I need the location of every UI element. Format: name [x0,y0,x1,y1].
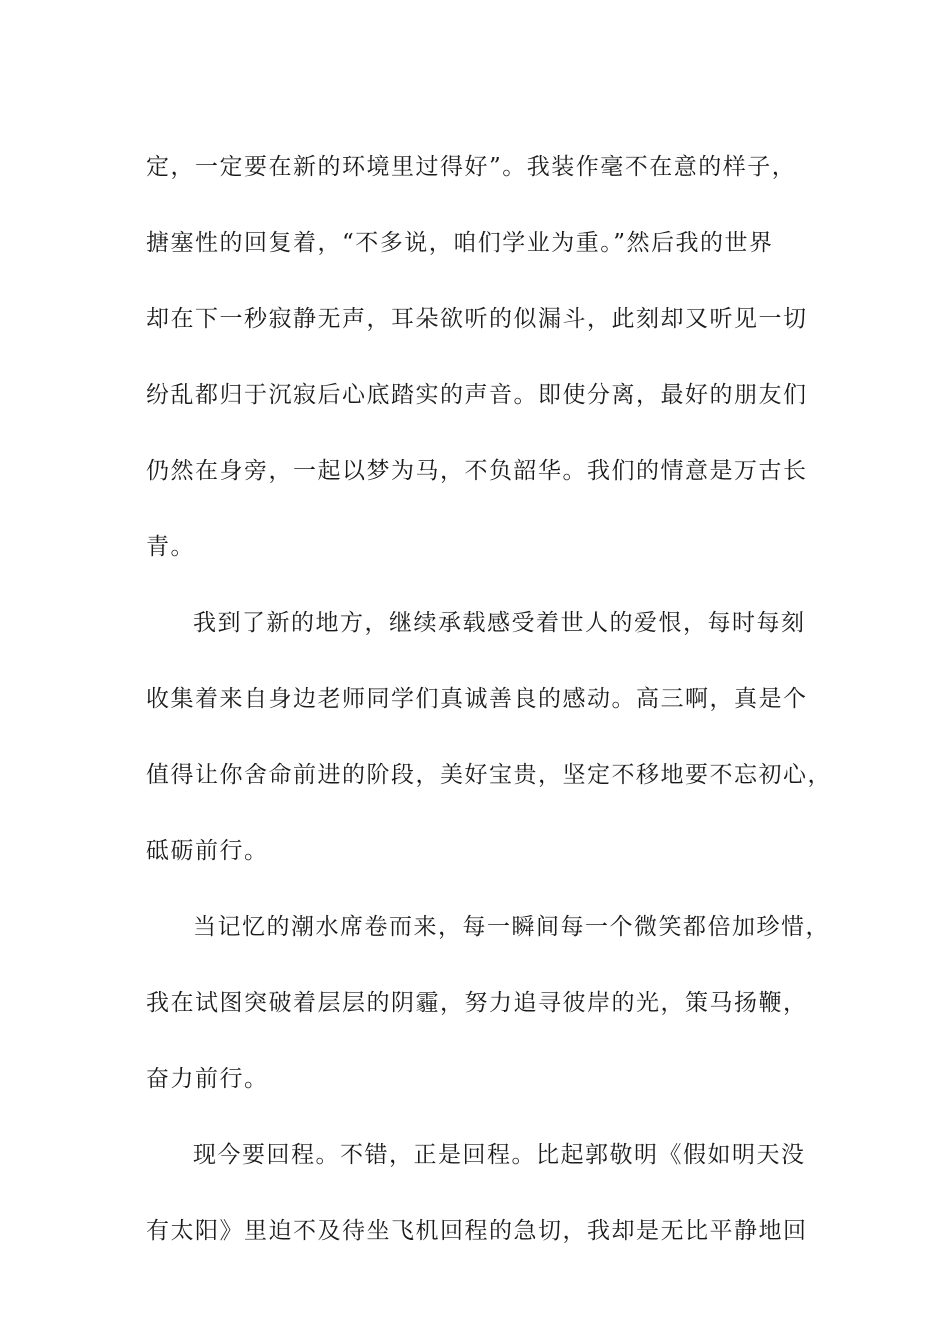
text-line: 奋力前行。 [146,1066,269,1092]
paragraph-start-line: 现今要回程。不错，正是回程。比起郭敬明《假如明天没 [193,1142,806,1168]
document-body [146,129,832,1269]
text-line: 搪塞性的回复着，“不多说，咱们学业为重。”然后我的世界 [146,230,774,256]
text-line: 纷乱都归于沉寂后心底踏实的声音。即使分离，最好的朋友们 [146,382,808,408]
paragraph-start-line: 当记忆的潮水席卷而来，每一瞬间每一个微笑都倍加珍惜， [193,914,830,940]
text-line: 收集着来自身边老师同学们真诚善良的感动。高三啊，真是个 [146,686,808,712]
text-line: 砥砺前行。 [146,838,269,864]
text-line: 仍然在身旁，一起以梦为马，不负韶华。我们的情意是万古长 [146,458,808,484]
text-line: 我在试图突破着层层的阴霾，努力追寻彼岸的光，策马扬鞭， [146,990,808,1016]
text-line: 却在下一秒寂静无声，耳朵欲听的似漏斗，此刻却又听见一切 [146,306,808,332]
text-line: 青。 [146,534,195,560]
text-line: 值得让你舍命前进的阶段，美好宝贵，坚定不移地要不忘初心， [146,762,832,788]
text-line: 有太阳》里迫不及待坐飞机回程的急切，我却是无比平静地回 [146,1218,808,1244]
text-line: 定，一定要在新的环境里过得好”。我装作毫不在意的样子， [146,154,797,180]
paragraph-start-line: 我到了新的地方，继续承载感受着世人的爱恨，每时每刻 [193,610,806,636]
